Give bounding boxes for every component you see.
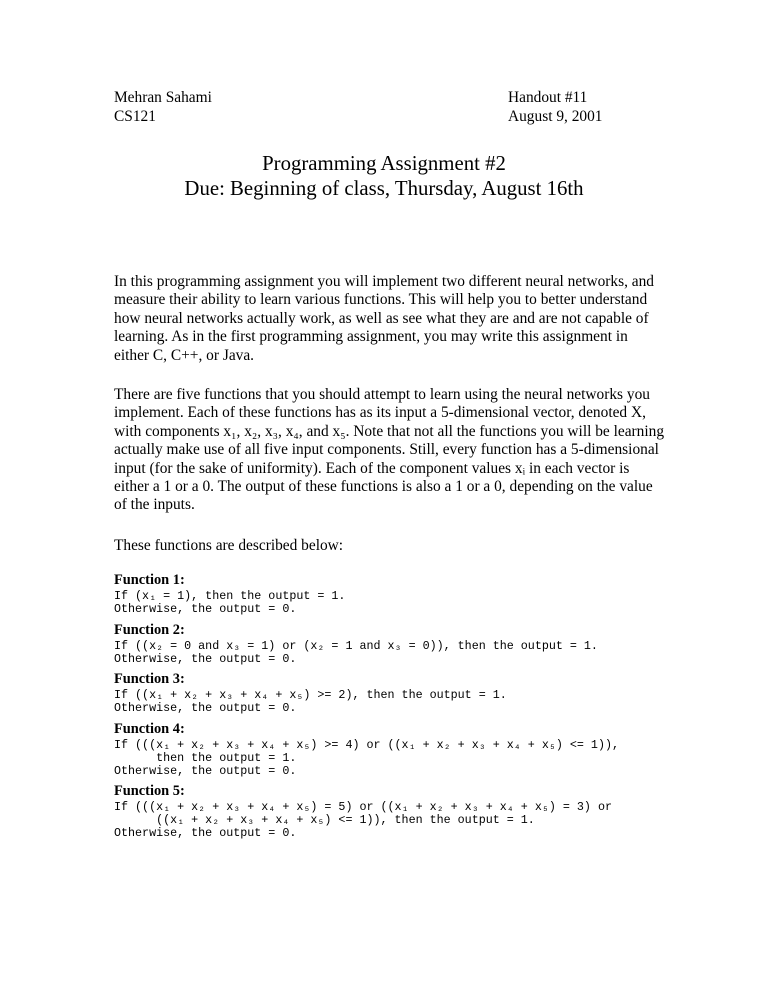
code-line: Otherwise, the output = 0. (114, 826, 297, 841)
handout-number: Handout #11 (508, 89, 588, 106)
code-line: If (((x₁ + x₂ + x₃ + x₄ + x₅) = 5) or ((x₁ + x₂ + x₃ + x₄ + x₅) = 3) or (114, 800, 612, 814)
title-line-1: Programming Assignment #2 (262, 152, 506, 175)
title-line-2: Due: Beginning of class, Thursday, August 16th (184, 176, 584, 200)
paragraph-line: how neural networks actually work, as well as see what they are and are not capable of (114, 309, 649, 327)
function-code (114, 689, 714, 715)
header-handout-date (508, 89, 603, 126)
paragraph-line: either a 1 or a 0. The output of these functions is also a 1 or a 0, depending on the value (114, 478, 653, 496)
header-author-course (114, 89, 212, 126)
function-4-block (114, 721, 714, 779)
function-title: Function 2: (114, 622, 185, 638)
code-line: If ((x₁ + x₂ + x₃ + x₄ + x₅) >= 2), then the output = 1. (114, 688, 507, 702)
paragraph-line: These functions are described below: (114, 537, 344, 554)
code-line: If ((x₂ = 0 and x₃ = 1) or (x₂ = 1 and x₃ = 0)), then the output = 1. (114, 639, 598, 653)
function-code (114, 590, 714, 616)
code-line: then the output = 1. (114, 751, 297, 766)
paragraph-line: In this programming assignment you will implement two different neural networks, and (114, 273, 654, 290)
code-line: If (((x₁ + x₂ + x₃ + x₄ + x₅) >= 4) or ((x₁ + x₂ + x₃ + x₄ + x₅) <= 1)), (114, 738, 619, 752)
function-5-block (114, 783, 714, 841)
function-2-block (114, 622, 714, 666)
paragraph-line: learning. As in the first programming assignment, you may write this assignment in (114, 328, 628, 346)
code-line: Otherwise, the output = 0. (114, 764, 297, 779)
paragraph-line: actually make use of all five input components. Still, every function has a 5-dimensional (114, 441, 659, 459)
function-3-block (114, 671, 714, 715)
function-title: Function 5: (114, 783, 185, 799)
course-code: CS121 (114, 107, 156, 125)
handout-date: August 9, 2001 (508, 107, 603, 125)
paragraph-line: of the inputs. (114, 496, 195, 514)
code-line: Otherwise, the output = 0. (114, 602, 297, 617)
paragraph-line: with components x₁, x₂, x₃, x₄, and x₅. Note that not all the functions you will be learning (114, 422, 665, 440)
functions-intro-paragraph (114, 386, 674, 515)
function-title: Function 1: (114, 572, 185, 588)
function-code (114, 640, 714, 666)
paragraph-line: either C, C++, or Java. (114, 346, 255, 364)
function-1-block (114, 572, 714, 616)
code-line: Otherwise, the output = 0. (114, 701, 297, 716)
code-line: Otherwise, the output = 0. (114, 652, 297, 667)
paragraph-line: implement. Each of these functions has as its input a 5-dimensional vector, denoted X, (114, 404, 646, 422)
code-line: If (x₁ = 1), then the output = 1. (114, 589, 346, 603)
code-line: ((x₁ + x₂ + x₃ + x₄ + x₅) <= 1)), then the output = 1. (114, 813, 535, 828)
paragraph-line: There are five functions that you should attempt to learn using the neural networks you (114, 386, 650, 403)
function-code (114, 801, 714, 841)
paragraph-line: input (for the sake of uniformity). Each of the component values xᵢ in each vector is (114, 459, 630, 477)
intro-paragraph (114, 273, 674, 365)
paragraph-line: measure their ability to learn various functions. This will help you to better understand (114, 291, 648, 309)
document-title (0, 152, 768, 201)
function-code (114, 739, 714, 779)
function-title: Function 3: (114, 671, 185, 687)
function-title: Function 4: (114, 721, 185, 737)
functions-described-paragraph (114, 537, 674, 555)
author-name: Mehran Sahami (114, 89, 212, 106)
